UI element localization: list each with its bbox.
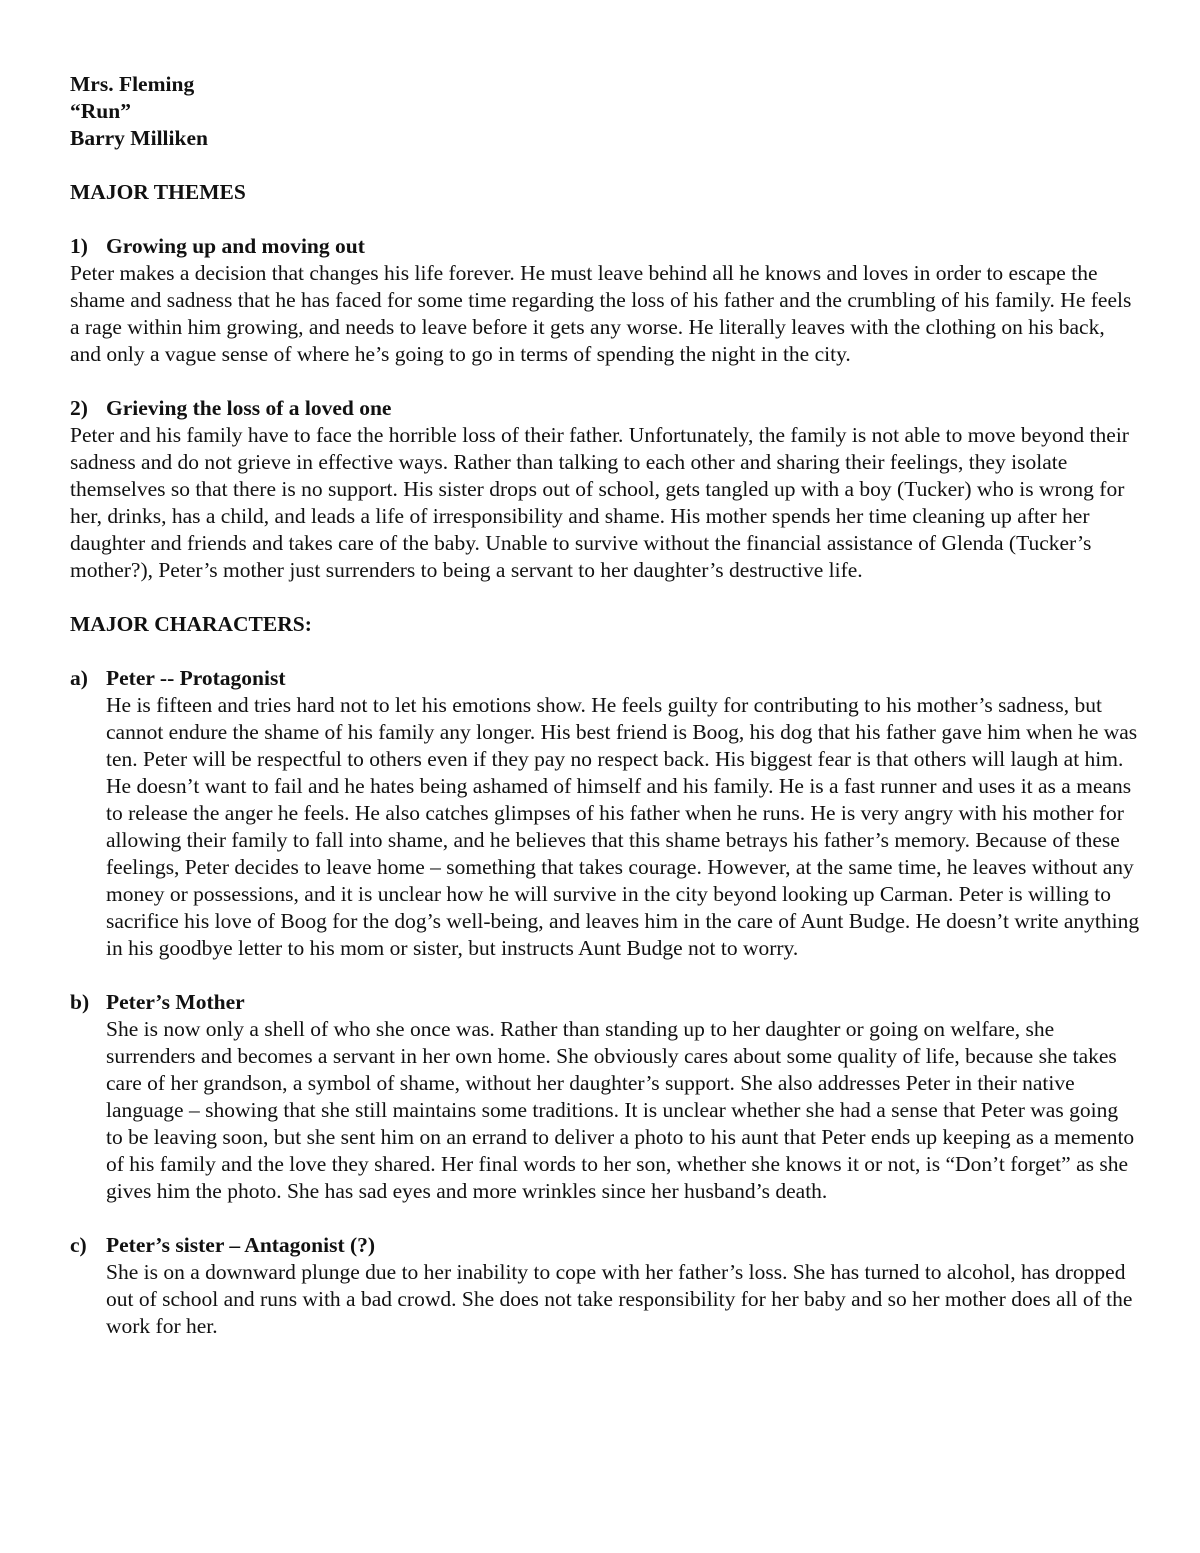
teacher-name: Mrs. Fleming	[70, 72, 195, 96]
character-item	[70, 1232, 1140, 1340]
character-title-text: Peter’s Mother	[106, 990, 245, 1014]
character-item	[70, 989, 1140, 1205]
theme-paragraph: Peter and his family have to face the horrible loss of their father. Unfortunately, the family is not able to move beyond their sadness and do not grieve in effective ways. Rather than talking to each other and sharing their feelings, they isolate themselves so that there is no support. His sister drops out of school, gets tangled up with a boy (Tucker) who is wrong for her, drinks, has a child, and leads a life of irresponsibility and shame. His mother spends her time cleaning up after her daughter and friends and takes care of the baby. Unable to survive without the financial assistance of Glenda (Tucker’s mother?), Peter’s mother just surrenders to being a servant to her daughter’s destructive life.	[70, 423, 1129, 582]
character-letter: c)	[70, 1233, 87, 1257]
story-title: “Run”	[70, 99, 131, 123]
theme-paragraph: Peter makes a decision that changes his life forever. He must leave behind all he knows and loves in order to escape the shame and sadness that he has faced for some time regarding the loss of his father and the crumbling of his family. He feels a rage within him growing, and needs to leave before it gets any worse. He literally leaves with the clothing on his back, and only a vague sense of where he’s going to go in terms of spending the night in the city.	[70, 261, 1132, 366]
character-title	[70, 989, 1140, 1016]
character-title	[70, 665, 1140, 692]
themes-heading: MAJOR THEMES	[70, 180, 246, 204]
theme-title-text: Growing up and moving out	[106, 234, 365, 258]
author-name: Barry Milliken	[70, 126, 208, 150]
theme-item	[70, 395, 1140, 584]
character-title-text: Peter’s sister – Antagonist (?)	[106, 1233, 376, 1257]
theme-number: 2)	[70, 396, 88, 420]
theme-number: 1)	[70, 234, 88, 258]
theme-title	[70, 233, 1140, 260]
character-paragraph: She is now only a shell of who she once was. Rather than standing up to her daughter or going on welfare, she surrenders and becomes a servant in her own home. She obviously cares about some quality of life, because she takes care of her grandson, a symbol of shame, without her daughter’s support. She also addresses Peter in their native language – showing that she still maintains some traditions. It is unclear whether she had a sense that Peter was going to be leaving soon, but she sent him on an errand to deliver a photo to his aunt that Peter ends up keeping as a memento of his family and the love they shared. Her final words to her son, whether she knows it or not, is “Don’t forget” as she gives him the photo. She has sad eyes and more wrinkles since her husband’s death.	[106, 1017, 1135, 1203]
theme-title-text: Grieving the loss of a loved one	[106, 396, 392, 420]
character-letter: b)	[70, 990, 90, 1014]
character-title	[70, 1232, 1140, 1259]
character-item	[70, 665, 1140, 962]
character-paragraph: She is on a downward plunge due to her inability to cope with her father’s loss. She has turned to alcohol, has dropped out of school and runs with a bad crowd. She does not take responsibility for her baby and so her mother does all of the work for her.	[106, 1260, 1133, 1338]
theme-item	[70, 233, 1140, 368]
theme-title	[70, 395, 1140, 422]
document-page	[70, 71, 1140, 1340]
characters-heading: MAJOR CHARACTERS:	[70, 612, 312, 636]
character-title-text: Peter -- Protagonist	[106, 666, 286, 690]
character-paragraph: He is fifteen and tries hard not to let his emotions show. He feels guilty for contributing to his mother’s sadness, but cannot endure the shame of his family any longer. His best friend is Boog, his dog that his father gave him when he was ten. Peter will be respectful to others even if they pay no respect back. His biggest fear is that others will laugh at him. He doesn’t want to fail and he hates being ashamed of himself and his family. He is a fast runner and uses it as a means to release the anger he feels. He also catches glimpses of his father when he runs. He is very angry with his mother for allowing their family to fall into shame, and he believes that this shame betrays his father’s memory. Because of these feelings, Peter decides to leave home – something that takes courage. However, at the same time, he leaves without any money or possessions, and it is unclear how he will survive in the city beyond looking up Carman. Peter is willing to sacrifice his love of Boog for the dog’s well-being, and leaves him in the care of Aunt Budge. He doesn’t write anything in his goodbye letter to his mom or sister, but instructs Aunt Budge not to worry.	[106, 693, 1140, 960]
character-letter: a)	[70, 666, 88, 690]
